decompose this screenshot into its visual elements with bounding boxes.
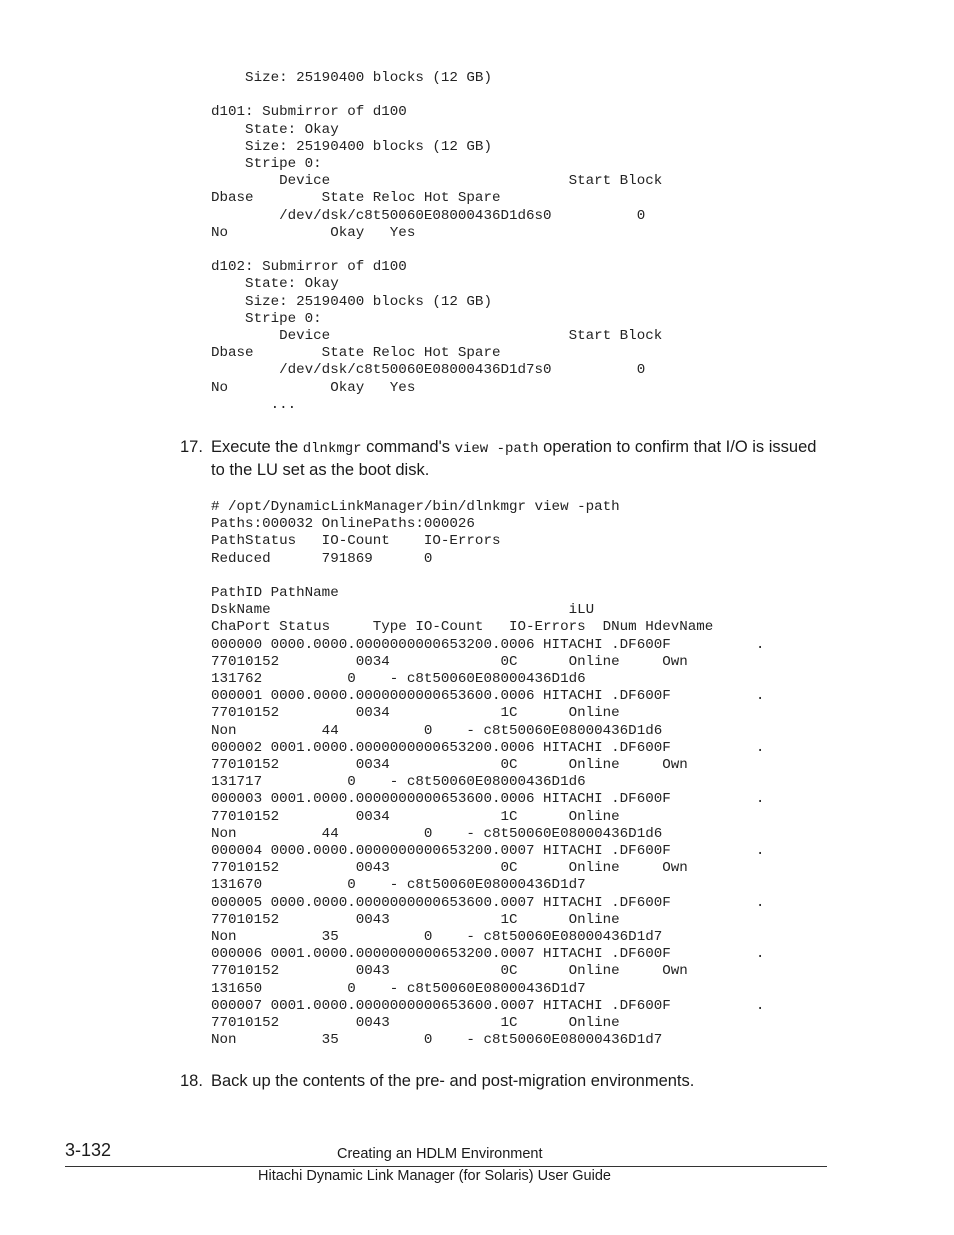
inline-code-dlnkmgr: dlnkmgr bbox=[302, 441, 362, 457]
step-text: Back up the contents of the pre- and post-migration environments. bbox=[211, 1072, 695, 1090]
footer-divider bbox=[65, 1166, 827, 1167]
step-number: 18. bbox=[180, 1072, 203, 1090]
inline-code-view-path: view -path bbox=[454, 441, 539, 457]
step-text-part: operation to confirm that I/O is issued to the LU set as the boot disk. bbox=[211, 438, 817, 479]
view-path-output-code: # /opt/DynamicLinkManager/bin/dlnkmgr view -path Paths:000032 OnlinePaths:000026 PathStatus IO-Count IO-Errors Reduced 791869 0 PathID PathName DskName iLU ChaPort Status Type IO-Count IO-Errors DNum HdevName 000000 0000.0000.0000000000653200.0006 HITACHI .DF600F . 77010152 0034 0C Online Own 131762 0 - c8t50060E08000436D1d6 000001 0000.0000.0000000000653600.0006 HITACHI .DF600F . 77010152 0034 1C Online Non 44 0 - c8t50060E08000436D1d6 000002 0001.0000.0000000000653200.0006 HITACHI .DF600F . 77010152 0034 0C Online Own 131717 0 - c8t50060E08000436D1d6 000003 0001.0000.0000000000653600.0006 HITACHI .DF600F . 77010152 0034 1C Online Non 44 0 - c8t50060E08000436D1d6 000004 0000.0000.0000000000653200.0007 HITACHI .DF600F . 77010152 0043 0C Online Own 131670 0 - c8t50060E08000436D1d7 000005 0000.0000.0000000000653600.0007 HITACHI .DF600F . 77010152 0043 1C Online Non 35 0 - c8t50060E08000436D1d7 000006 0001.0000.0000000000653200.0007 HITACHI .DF600F . 77010152 0043 0C Online Own 131650 0 - c8t50060E08000436D1d7 000007 0001.0000.0000000000653600.0007 HITACHI .DF600F . 77010152 0043 1C Online Non 35 0 - c8t50060E08000436D1d7 bbox=[211, 499, 765, 1049]
step-18 bbox=[180, 1071, 820, 1092]
step-number: 17. bbox=[180, 438, 203, 456]
footer-section-title: Creating an HDLM Environment bbox=[337, 1146, 543, 1162]
footer-guide-title: Hitachi Dynamic Link Manager (for Solaris) User Guide bbox=[258, 1168, 611, 1184]
step-text-part: Execute the bbox=[211, 438, 303, 456]
step-17 bbox=[180, 437, 820, 481]
step-text-part: command's bbox=[361, 438, 455, 456]
step-text bbox=[211, 437, 820, 481]
metastat-output-code: Size: 25190400 blocks (12 GB) d101: Submirror of d100 State: Okay Size: 25190400 blocks (12 GB) Stripe 0: Device Start Block Dbase State Reloc Hot Spare /dev/dsk/c8t50060E08000436D1d6s0 0 No Okay Yes d102: Submirror of d100 State: Okay Size: 25190400 blocks (12 GB) Stripe 0: Device Start Block Dbase State Reloc Hot Spare /dev/dsk/c8t50060E08000436D1d7s0 0 No Okay Yes ... bbox=[211, 70, 663, 413]
page-number: 3-132 bbox=[65, 1140, 112, 1160]
